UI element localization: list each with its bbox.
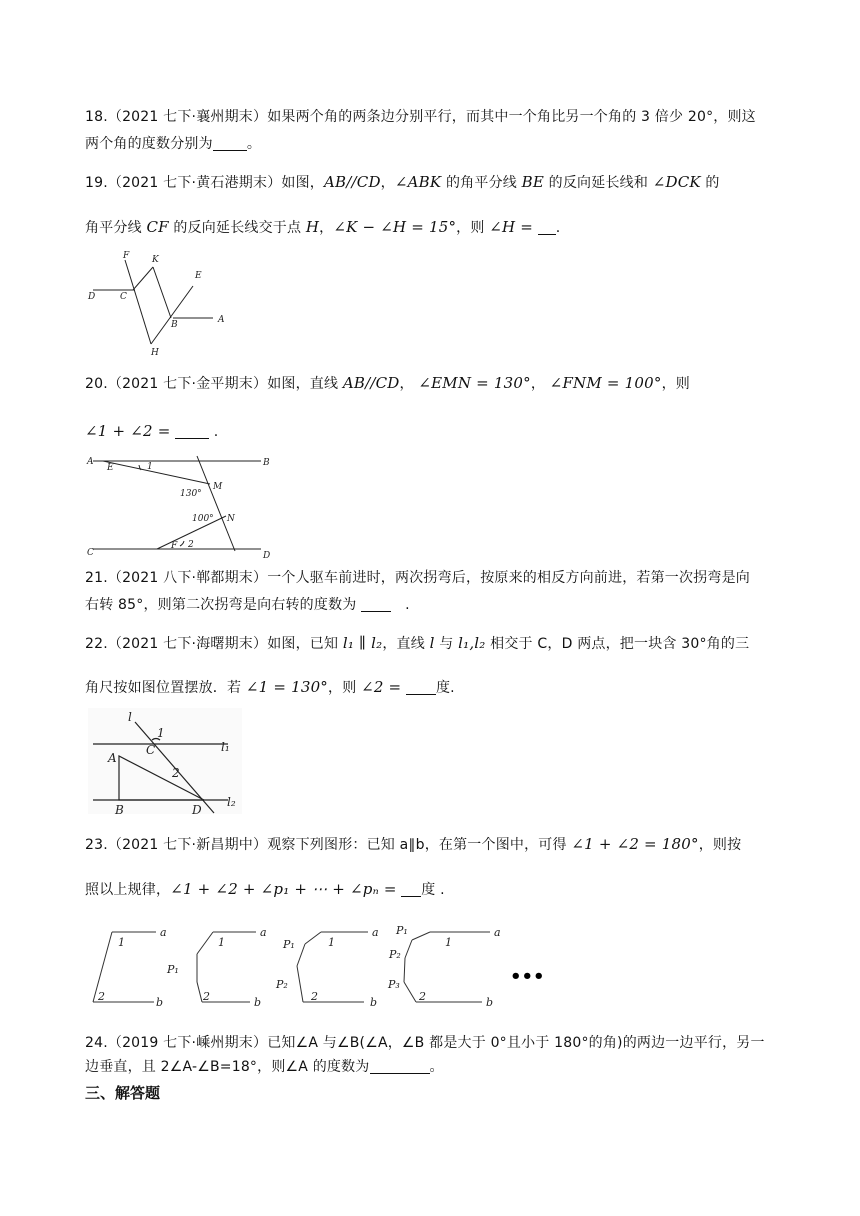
label-P3: P₃ — [388, 978, 400, 991]
label-b: b — [370, 996, 378, 1009]
math: ∠1 + ∠2 = 180° — [571, 835, 699, 853]
q23-line2 — [85, 876, 775, 903]
label-F: F — [171, 541, 178, 551]
math: ∠EMN = 130° — [418, 374, 531, 392]
q19-text: ， — [319, 220, 334, 236]
label-l1: l₁ — [221, 740, 230, 754]
q18-line1: 18.（2021 七下·襄州期末）如果两个角的两条边分别平行，而其中一个角比另一个角的 3 倍少 20°，则这 — [85, 109, 756, 125]
q23-line1 — [85, 831, 775, 858]
q24-line1: 24.（2019 七下·嵊州期末）已知∠A 与∠B(∠A，∠B 都是大于 0°且小于 180°的角)的两边一边平行，另一 — [85, 1035, 765, 1051]
label-2: 2 — [188, 540, 194, 550]
label-P2: P₂ — [276, 978, 288, 991]
math: l — [429, 634, 435, 652]
math: ∠H = — [489, 218, 534, 236]
q24-end: 。 — [429, 1059, 444, 1075]
math: CF — [146, 218, 169, 236]
label-B: B — [115, 803, 124, 817]
q22-text: ，则 — [328, 680, 362, 696]
q20-line2 — [85, 418, 775, 445]
q18-line2 — [85, 131, 775, 157]
q18-end: 。 — [246, 136, 262, 152]
label-100: 100° — [192, 514, 214, 524]
label-2: 2 — [203, 990, 210, 1003]
answer-blank — [213, 134, 247, 151]
q22-text: 相交于 C，D 两点，把一块含 30°角的三 — [485, 636, 750, 652]
label-2: 2 — [172, 766, 180, 780]
math: l₁ ∥ l₂ — [342, 634, 383, 652]
label-A: A — [87, 457, 94, 467]
q20-text: ，则 — [661, 376, 690, 392]
q19-text: 的反向延长线和 — [544, 175, 653, 191]
label-1: 1 — [218, 936, 225, 949]
label-P2: P₂ — [389, 948, 401, 961]
q19-end: . — [555, 220, 561, 236]
ellipsis: ••• — [510, 966, 545, 987]
label-C: C — [87, 548, 94, 558]
label-l2: l₂ — [227, 795, 236, 809]
q20-text: ， — [399, 376, 414, 392]
q20-end: . — [213, 424, 219, 440]
q19-text: ，则 — [456, 220, 490, 236]
label-B: B — [263, 458, 270, 468]
label-N: N — [227, 514, 235, 524]
q22-text: 与 — [434, 636, 459, 652]
q20-figure — [85, 451, 285, 559]
label-2: 2 — [419, 990, 426, 1003]
q23-end: 度 . — [421, 882, 445, 898]
q22-intro: 22.（2021 七下·海曙期末）如图，已知 — [85, 636, 343, 652]
answer-blank — [361, 595, 391, 612]
q19-text: ， — [380, 175, 395, 191]
q19-figure — [85, 248, 245, 360]
label-B: B — [171, 320, 178, 330]
math: ∠1 = 130° — [245, 678, 329, 696]
math: ∠2 = — [361, 678, 402, 696]
label-1: 1 — [118, 936, 125, 949]
label-A: A — [218, 315, 225, 325]
label-1: 1 — [445, 936, 452, 949]
q23-intro: 23.（2021 七下·新昌期中）观察下列图形：已知 a∥b，在第一个图中，可得 — [85, 837, 572, 853]
label-b: b — [156, 996, 164, 1009]
label-1: 1 — [157, 726, 165, 740]
label-2: 2 — [311, 990, 318, 1003]
label-H: H — [151, 348, 159, 358]
label-a: a — [160, 926, 167, 939]
label-1: 1 — [147, 462, 153, 472]
q20-line1 — [85, 370, 775, 397]
label-P1: P₁ — [283, 938, 295, 951]
math: ∠1 + ∠2 = — [85, 422, 171, 440]
q22-end: 度. — [435, 680, 455, 696]
q22-line1 — [85, 630, 775, 657]
math: ∠ABK — [394, 173, 442, 191]
q24-line2 — [85, 1054, 775, 1080]
answer-blank — [175, 422, 209, 439]
label-K: K — [152, 255, 159, 265]
q19-line2 — [85, 214, 775, 241]
q20-intro: 20.（2021 七下·金平期末）如图，直线 — [85, 376, 343, 392]
label-P1: P₁ — [167, 963, 179, 976]
q20-text: ， — [530, 376, 546, 392]
q22-text: 角尺按如图位置摆放．若 — [85, 680, 246, 696]
q23-figure — [90, 918, 550, 1010]
q23-text: 照以上规律， — [85, 882, 171, 898]
label-A: A — [108, 751, 117, 765]
label-a: a — [260, 926, 267, 939]
q19-text: 的角平分线 — [441, 175, 522, 191]
math: ∠DCK — [652, 173, 701, 191]
math: ∠1 + ∠2 + ∠p₁ + ⋯ + ∠pₙ = — [170, 880, 397, 898]
label-a: a — [372, 926, 379, 939]
answer-blank — [401, 880, 421, 897]
q22-line2 — [85, 674, 775, 701]
answer-blank — [538, 218, 556, 235]
label-C: C — [120, 292, 127, 302]
q21-line2 — [85, 592, 775, 618]
math: AB//CD — [342, 374, 400, 392]
label-b: b — [254, 996, 262, 1009]
label-C: C — [146, 743, 156, 757]
q19-text: 的 — [700, 175, 720, 191]
q21-end: . — [405, 597, 410, 613]
q19-line1 — [85, 169, 775, 196]
math: H — [305, 218, 320, 236]
label-M: M — [213, 482, 223, 492]
q19-intro: 19.（2021 七下·黄石港期末）如图， — [85, 175, 324, 191]
answer-blank — [406, 678, 436, 695]
label-P1: P₁ — [396, 924, 408, 937]
label-l: l — [128, 710, 132, 724]
answer-blank — [370, 1057, 430, 1074]
section-heading: 三、解答题 — [85, 1084, 161, 1102]
label-E: E — [195, 271, 202, 281]
label-1: 1 — [328, 936, 335, 949]
q22-text: ，直线 — [382, 636, 430, 652]
q23-text: ，则按 — [698, 837, 742, 853]
label-D: D — [88, 292, 96, 302]
math: AB//CD — [324, 173, 381, 191]
label-a: a — [494, 926, 501, 939]
math: ∠K − ∠H = 15° — [333, 218, 457, 236]
math: ∠FNM = 100° — [549, 374, 662, 392]
label-F: F — [123, 251, 130, 261]
label-D: D — [263, 551, 271, 561]
q21-line1: 21.（2021 八下·郸都期末）一个人驱车前进时，两次拐弯后，按原来的相反方向前进，若第一次拐弯是向 — [85, 570, 750, 586]
q19-text: 的反向延长线交于点 — [168, 220, 306, 236]
q19-text: 角平分线 — [85, 220, 147, 236]
math: l₁,l₂ — [458, 634, 486, 652]
label-130: 130° — [180, 489, 202, 499]
label-b: b — [486, 996, 494, 1009]
label-2: 2 — [98, 990, 105, 1003]
q24-text: 边垂直，且 2∠A-∠B=18°，则∠A 的度数为 — [85, 1059, 370, 1075]
q18-text: 两个角的度数分别为 — [85, 136, 213, 152]
q22-figure — [88, 708, 244, 816]
label-D: D — [192, 803, 202, 817]
q21-text: 右转 85°，则第二次拐弯是向右转的度数为 — [85, 597, 362, 613]
math: BE — [521, 173, 544, 191]
label-E: E — [107, 463, 114, 473]
